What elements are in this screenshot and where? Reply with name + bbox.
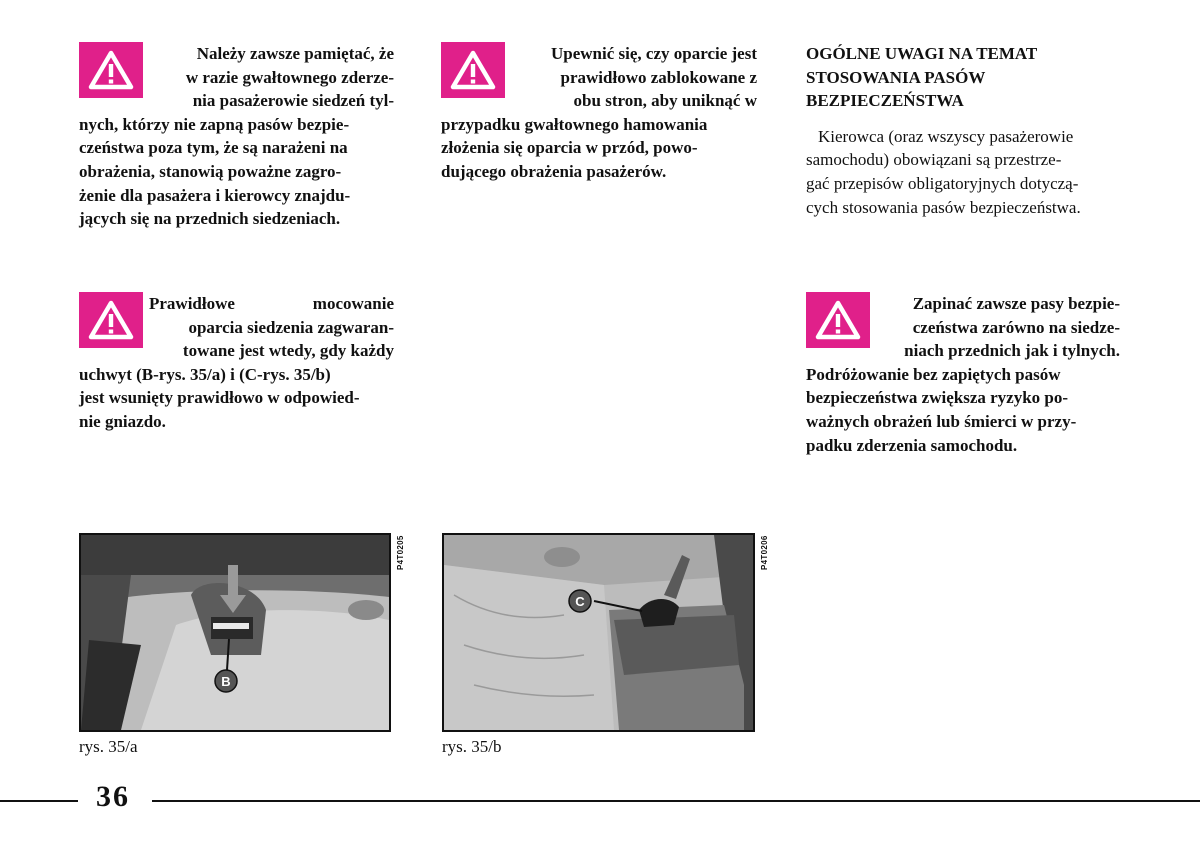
- warning-text: Zapinać zawsze pasy bezpie- czeństwa zarówno na siedze- niach przednich jak i tylnych. Podróżowanie bez zapiętych pasów bezpieczeństwa zwiększa ryzyko po- ważnych obrażeń lub śmierci w przy- padku zderzenia samochodu.: [806, 294, 1120, 455]
- figure-caption: rys. 35/b: [442, 737, 502, 756]
- figure-35a-photo: [79, 533, 391, 732]
- callout-c: C: [575, 594, 585, 609]
- page-number: 36: [96, 780, 130, 813]
- callout-b: B: [221, 674, 231, 689]
- seat-belt-latch-b-illustration: [81, 535, 389, 730]
- warning-block-always-fasten: [806, 292, 1120, 457]
- warning-text: Należy zawsze pamiętać, że w razie gwałtownego zderze- nia pasażerowie siedzeń tyl- nych, którzy nie zapną pasów bezpie- czeństwa poza tym, że są narażeni na obrażenia, stanowią poważne zagro- żenie dla pasażera i kierowcy znajdu- jących się na przednich siedzeniach.: [79, 44, 394, 229]
- warning-block-backrest-locked: [441, 42, 757, 184]
- seat-belt-latch-c-illustration: [444, 535, 753, 730]
- warning-block-rear-passengers: [79, 42, 394, 231]
- figure-caption: rys. 35/a: [79, 737, 138, 756]
- warning-triangle-icon: [79, 292, 143, 348]
- warning-triangle-icon: [79, 42, 143, 98]
- footer-rule-right: [152, 800, 1200, 802]
- warning-text: Prawidłowe mocowanie oparcia siedzenia zagwaran- towane jest wtedy, gdy każdy uchwyt (B-rys. 35/a) i (C-rys. 35/b) jest wsunięty prawidłowo w odpowied- nie gniazdo.: [79, 294, 394, 431]
- warning-block-backrest-fastening: [79, 292, 394, 434]
- warning-text: Upewnić się, czy oparcie jest prawidłowo zablokowane z obu stron, aby uniknąć w przypadku gwałtownego hamowania złożenia się oparcia w przód, powo- dującego obrażenia pasażerów.: [441, 44, 757, 181]
- figure-code: P4T0206: [760, 535, 769, 570]
- warning-triangle-icon: [441, 42, 505, 98]
- general-notes-section: [806, 42, 1120, 219]
- section-body: Kierowca (oraz wszyscy pasażerowie samochodu) obowiązani są przestrze- gać przepisów obligatoryjnych dotyczą- cych stosowania pasów bezpieczeństwa.: [806, 126, 1081, 217]
- figure-code: P4T0205: [396, 535, 405, 570]
- figure-35b-photo: [442, 533, 755, 732]
- section-heading: OGÓLNE UWAGI NA TEMAT STOSOWANIA PASÓW BEZPIECZEŃSTWA: [806, 44, 1038, 111]
- footer-rule-left: [0, 800, 78, 802]
- warning-triangle-icon: [806, 292, 870, 348]
